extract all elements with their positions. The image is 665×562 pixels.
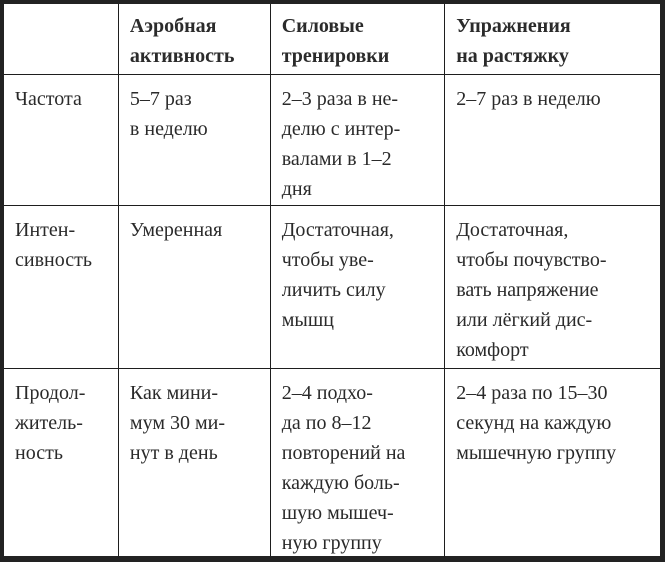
row-label-intensity: Интен- сивность	[4, 205, 118, 368]
cell-duration-stretching: 2–4 раза по 15–30 секунд на каждую мышечную группу	[445, 368, 660, 558]
cell-intensity-strength: Достаточная, чтобы уве- личить силу мышц	[270, 205, 444, 368]
document-page	[4, 4, 660, 556]
header-strength: Силовые тренировки	[270, 4, 444, 74]
cell-intensity-stretching: Достаточная, чтобы почувство- вать напряжение или лёгкий дис- комфорт	[445, 205, 660, 368]
table-row-frequency	[4, 74, 660, 205]
header-aerobic: Аэробная активность	[118, 4, 270, 74]
header-empty-cell	[4, 4, 118, 74]
table-row-intensity	[4, 205, 660, 368]
cell-frequency-aerobic: 5–7 раз в неделю	[118, 74, 270, 205]
cell-frequency-stretching: 2–7 раз в неделю	[445, 74, 660, 205]
exercise-recommendations-table	[4, 4, 660, 558]
cell-duration-strength: 2–4 подхо- да по 8–12 повторений на каждую боль- шую мышеч- ную группу	[270, 368, 444, 558]
row-label-duration: Продол- житель- ность	[4, 368, 118, 558]
cell-duration-aerobic: Как мини- мум 30 ми- нут в день	[118, 368, 270, 558]
header-row	[4, 4, 660, 74]
row-label-frequency: Частота	[4, 74, 118, 205]
cell-intensity-aerobic: Умеренная	[118, 205, 270, 368]
table-row-duration	[4, 368, 660, 558]
header-stretching: Упражнения на растяжку	[445, 4, 660, 74]
cell-frequency-strength: 2–3 раза в не- делю с интер- валами в 1–2 дня	[270, 74, 444, 205]
